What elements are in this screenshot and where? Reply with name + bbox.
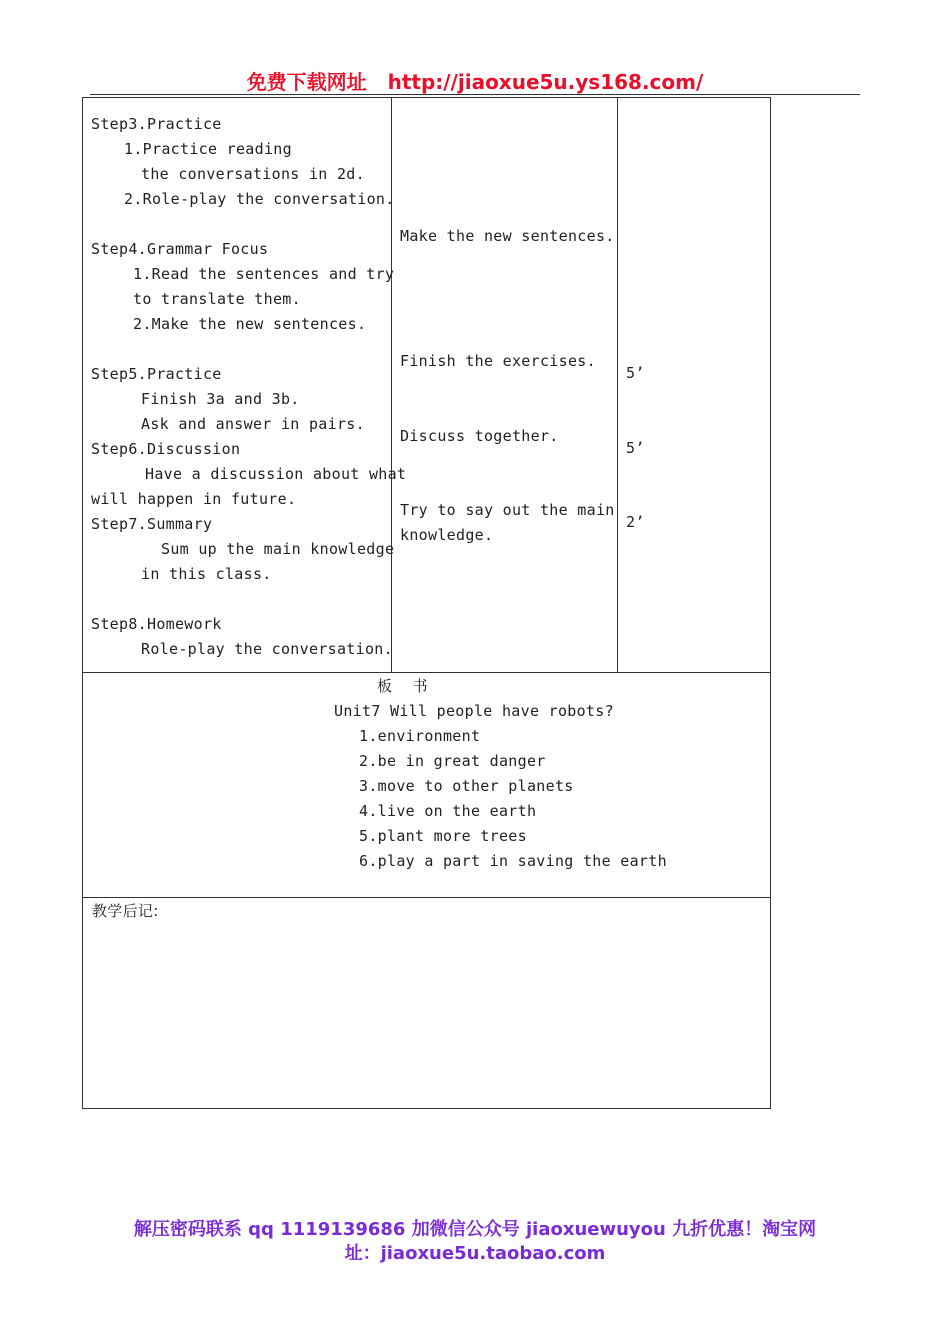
time-discussion: 5’ — [626, 439, 645, 457]
time-practice: 5’ — [626, 364, 645, 382]
header — [0, 66, 950, 95]
step-line: Ask and answer in pairs. — [141, 415, 365, 433]
step-line: Sum up the main knowledge — [161, 540, 395, 558]
board-item: 2.be in great danger — [359, 752, 546, 770]
notes-label: 教学后记: — [92, 902, 159, 920]
step-line: 1.Practice reading — [124, 140, 292, 158]
header-url[interactable]: http://jiaoxue5u.ys168.com/ — [387, 70, 704, 94]
step-line: 2.Make the new sentences. — [133, 315, 367, 333]
board-item: 6.play a part in saving the earth — [359, 852, 667, 870]
lesson-table — [82, 97, 771, 1109]
step-line: Step7.Summary — [91, 515, 213, 533]
step-line: to translate them. — [133, 290, 301, 308]
step-line: Step3.Practice — [91, 115, 222, 133]
board-item: 5.plant more trees — [359, 827, 527, 845]
step-line: the conversations in 2d. — [141, 165, 365, 183]
board-title: Unit7 Will people have robots? — [334, 702, 614, 720]
header-rule — [90, 94, 860, 95]
step-line: 2.Role-play the conversation. — [124, 190, 395, 208]
activity-try-line1: Try to say out the main — [400, 501, 615, 519]
step-line: Step8.Homework — [91, 615, 222, 633]
step-line: Have a discussion about what — [145, 465, 407, 483]
activity-discuss: Discuss together. — [400, 427, 559, 445]
row-divider-board — [83, 672, 770, 673]
board-item: 1.environment — [359, 727, 481, 745]
activity-try-line2: knowledge. — [400, 526, 494, 544]
step-line: in this class. — [141, 565, 272, 583]
step-line: Step4.Grammar Focus — [91, 240, 269, 258]
board-item: 4.live on the earth — [359, 802, 537, 820]
header-label: 免费下载网址 — [246, 70, 367, 94]
footer-line1: 解压密码联系 qq 1119139686 加微信公众号 jiaoxuewuyou 九折优惠！淘宝网 — [133, 1219, 817, 1240]
footer-line2: 址：jiaoxue5u.taobao.com — [344, 1243, 606, 1264]
step-line: will happen in future. — [91, 490, 297, 508]
column-divider-2 — [617, 98, 618, 672]
step-line: Step5.Practice — [91, 365, 222, 383]
footer — [0, 1218, 950, 1266]
step-line: 1.Read the sentences and try — [133, 265, 395, 283]
activity-finish: Finish the exercises. — [400, 352, 596, 370]
row-divider-notes — [83, 897, 770, 898]
step-line: Role-play the conversation. — [141, 640, 393, 658]
step-line: Finish 3a and 3b. — [141, 390, 300, 408]
step-line: Step6.Discussion — [91, 440, 241, 458]
board-item: 3.move to other planets — [359, 777, 574, 795]
column-divider-1 — [391, 98, 392, 672]
time-summary: 2’ — [626, 513, 645, 531]
board-heading: 板 书 — [377, 677, 428, 695]
activity-make: Make the new sentences. — [400, 227, 615, 245]
